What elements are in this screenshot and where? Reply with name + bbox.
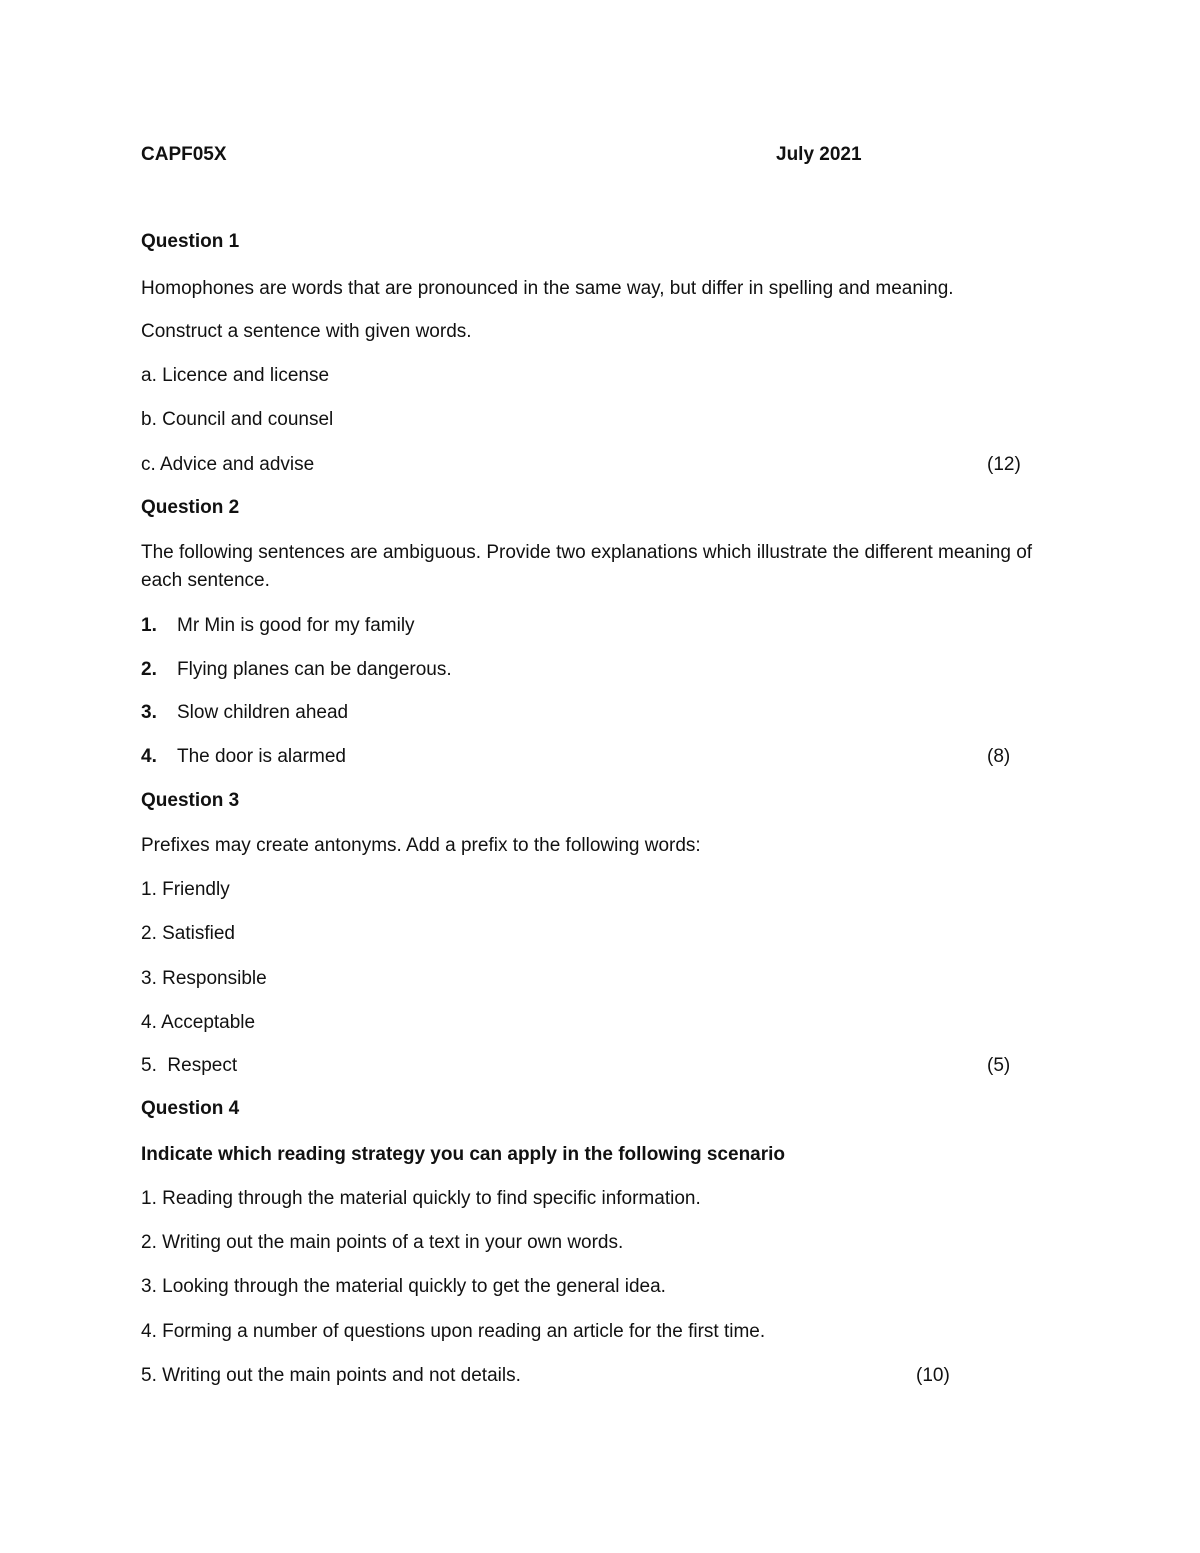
question-3-item: 2. Satisfied (141, 923, 235, 944)
question-2-item (141, 743, 346, 771)
exam-date: July 2021 (776, 144, 862, 165)
question-1-title: Question 1 (141, 231, 240, 252)
question-4-item: 5. Writing out the main points and not details. (141, 1365, 521, 1386)
question-3-title: Question 3 (141, 790, 240, 811)
question-2-title: Question 2 (141, 497, 240, 518)
question-4-item: 1. Reading through the material quickly to find specific information. (141, 1188, 701, 1209)
question-3-marks: (5) (987, 1055, 1011, 1076)
question-3-item: 1. Friendly (141, 879, 230, 900)
question-1-intro: Homophones are words that are pronounced in the same way, but differ in spelling and meaning. (141, 278, 954, 299)
question-1-item-a: a. Licence and license (141, 365, 330, 386)
question-4-title: Question 4 (141, 1098, 240, 1119)
question-1-item-c: c. Advice and advise (141, 454, 315, 475)
question-4-marks: (10) (916, 1365, 950, 1386)
course-code: CAPF05X (141, 144, 227, 165)
question-2-item (141, 699, 348, 727)
question-2-item-number: 4. (141, 746, 157, 767)
question-2-item-text: Flying planes can be dangerous. (177, 659, 452, 680)
question-1-marks: (12) (987, 454, 1021, 475)
question-2-item (141, 656, 452, 684)
question-3-item: 4. Acceptable (141, 1012, 256, 1033)
question-1-item-b: b. Council and counsel (141, 409, 334, 430)
question-2-item-text: Mr Min is good for my family (177, 615, 415, 636)
question-2-item-text: Slow children ahead (177, 702, 349, 723)
question-1-instruction: Construct a sentence with given words. (141, 321, 472, 342)
question-2-item-number: 1. (141, 615, 157, 636)
question-3-item: 3. Responsible (141, 968, 267, 989)
question-4-item: 2. Writing out the main points of a text in your own words. (141, 1232, 624, 1253)
question-2-intro: The following sentences are ambiguous. Provide two explanations which illustrate the different meaning of each sentence. (141, 542, 1033, 591)
question-2-marks: (8) (987, 746, 1011, 767)
question-4-item: 3. Looking through the material quickly to get the general idea. (141, 1276, 666, 1297)
question-2-item-text: The door is alarmed (177, 746, 346, 767)
question-2-item-number: 2. (141, 659, 157, 680)
question-4-item: 4. Forming a number of questions upon reading an article for the first time. (141, 1321, 766, 1342)
question-3-intro: Prefixes may create antonyms. Add a prefix to the following words: (141, 835, 701, 856)
question-4-instruction: Indicate which reading strategy you can apply in the following scenario (141, 1144, 786, 1165)
question-2-item-number: 3. (141, 702, 157, 723)
question-2-item (141, 612, 415, 640)
question-3-item: 5. Respect (141, 1055, 238, 1076)
